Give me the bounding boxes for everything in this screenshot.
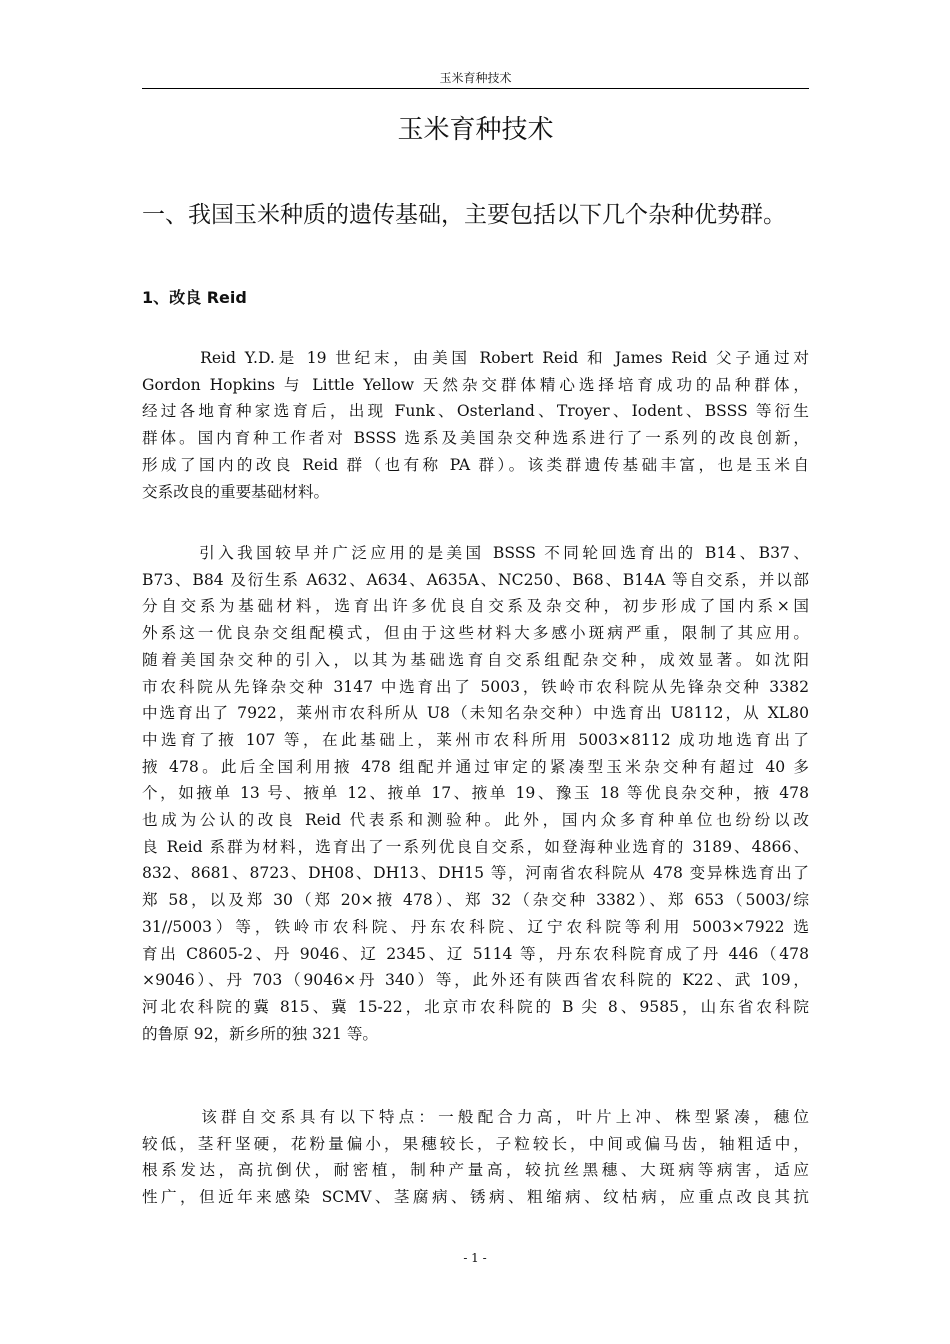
paragraph-line: 根系发达，高抗倒伏，耐密植，制种产量高，较抗丝黑穗、大斑病等病害，适应	[142, 1161, 809, 1180]
paragraph-line: 31//5003）等，铁岭市农科院、丹东农科院、辽宁农科院等利用 5003×7922 选	[142, 917, 809, 936]
page-number: - 1 -	[463, 1251, 487, 1265]
paragraph-line: 交系改良的重要基础材料。	[142, 482, 330, 501]
paragraph-line: 郑 58，以及郑 30（郑 20×掖 478）、郑 32（杂交种 3382）、郑 653（5003/综	[142, 891, 809, 910]
paragraph-line: 性广，但近年来感染 SCMV、茎腐病、锈病、粗缩病、纹枯病，应重点改良其抗	[142, 1188, 809, 1207]
page-title: 玉米育种技术	[397, 115, 554, 145]
paragraph-line: 河北农科院的冀 815、冀 15-22，北京市农科院的 B 尖 8、9585，山东省农科院	[142, 997, 809, 1016]
paragraph-characteristics	[142, 1104, 809, 1211]
paragraph-line: 的鲁原 92，新乡所的独 321 等。	[142, 1024, 379, 1043]
paragraph-line: 中选育出了 7922，莱州市农科所从 U8（未知名杂交种）中选育出 U8112，从 XL80	[142, 704, 809, 723]
paragraph-line: 较低，茎秆坚硬，花粉量偏小，果穗较长，子粒较长，中间或偏马齿，轴粗适中，	[142, 1134, 809, 1153]
header-rule	[142, 88, 809, 89]
paragraph-line: 也成为公认的改良 Reid 代表系和测验种。此外，国内众多育种单位也纷纷以改	[142, 811, 809, 830]
paragraph-line: 该群自交系具有以下特点：一般配合力高，叶片上冲、株型紧凑，穗位	[142, 1108, 809, 1126]
sub-heading: 1、改良 Reid	[142, 288, 247, 307]
paragraph-line: 随着美国杂交种的引入，以其为基础选育自交系组配杂交种，成效显著。如沈阳	[142, 650, 809, 669]
paragraph-line: 832、8681、8723、DH08、DH13、DH15 等，河南省农科院从 478 变异株选育出了	[142, 864, 809, 883]
paragraph-line: 群体。国内育种工作者对 BSSS 选系及美国杂交种选系进行了一系列的改良创新，	[142, 429, 809, 448]
paragraph-line: 引入我国较早并广泛应用的是美国 BSSS 不同轮回选育出的 B14、B37、	[142, 544, 809, 562]
running-header: 玉米育种技术	[439, 71, 512, 85]
paragraph-line: 育出 C8605-2、丹 9046、辽 2345、辽 5114 等，丹东农科院育成了丹 446（478	[142, 944, 809, 963]
paragraph-line: 良 Reid 系群为材料，选育出了一系列优良自交系，如登海种业选育的 3189、4866、	[142, 837, 809, 856]
paragraph-line: Gordon Hopkins 与 Little Yellow 天然杂交群体精心选择培育成功的品种群体，	[142, 375, 809, 394]
paragraph-line: 分自交系为基础材料，选育出许多优良自交系及杂交种，初步形成了国内系×国	[142, 597, 809, 616]
paragraph-line: 掖 478。此后全国利用掖 478 组配并通过审定的紧凑型玉米杂交种有超过 40 多	[142, 757, 809, 776]
paragraph-line: 个，如掖单 13 号、掖单 12、掖单 17、掖单 19、豫玉 18 等优良杂交种，掖 478	[142, 784, 809, 803]
paragraph-line: 形成了国内的改良 Reid 群（也有称 PA 群）。该类群遗传基础丰富，也是玉米自	[142, 455, 809, 474]
section-heading: 一、我国玉米种质的遗传基础，主要包括以下几个杂种优势群。	[142, 202, 786, 228]
paragraph-reid-origin	[142, 345, 809, 505]
paragraph-line: 中选育了掖 107 等，在此基础上，莱州市农科所用 5003×8112 成功地选育出了	[142, 730, 809, 749]
paragraph-line: 经过各地育种家选育后，出现 Funk、Osterland、Troyer、Iodent、BSSS 等衍生	[142, 402, 809, 421]
paragraph-line: Reid Y.D.是 19 世纪末，由美国 Robert Reid 和 James Reid 父子通过对	[142, 349, 809, 367]
paragraph-line: ×9046）、丹 703（9046×丹 340）等，此外还有陕西省农科院的 K22、武 109，	[142, 971, 809, 990]
paragraph-bsss-introduction	[142, 540, 809, 1047]
paragraph-line: B73、B84 及衍生系 A632、A634、A635A、NC250、B68、B14A 等自交系，并以部	[142, 570, 809, 589]
paragraph-line: 外系这一优良杂交组配模式，但由于这些材料大多感小斑病严重，限制了其应用。	[142, 624, 809, 643]
paragraph-line: 市农科院从先锋杂交种 3147 中选育出了 5003，铁岭市农科院从先锋杂交种 3382	[142, 677, 809, 696]
